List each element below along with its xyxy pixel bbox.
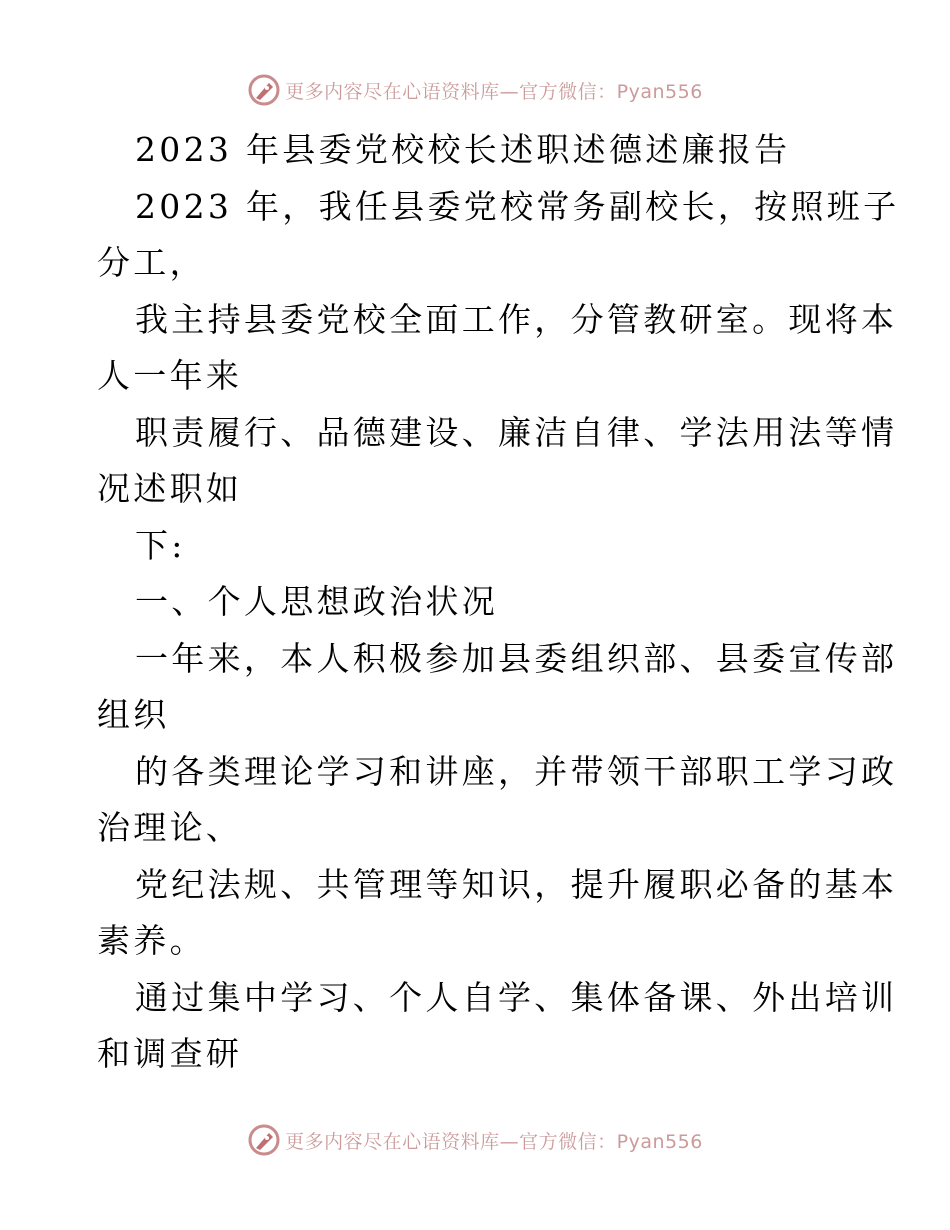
text-line: 人一年来: [97, 356, 243, 395]
pen-nib-seal-icon: [247, 73, 281, 107]
text-line: 2023 年县委党校校长述职述德述廉报告: [135, 130, 791, 169]
text-line: 的各类理论学习和讲座，并带领干部职工学习政: [135, 751, 898, 791]
text-line: 通过集中学习、个人自学、集体备课、外出培训: [135, 977, 898, 1017]
text-line: 分工，: [97, 243, 206, 282]
text-line: 党纪法规、共管理等知识，提升履职必备的基本: [135, 864, 898, 904]
text-line: 一、个人思想政治状况: [135, 582, 498, 621]
text-line: 2023 年，我任县委党校常务副校长，按照班子: [135, 186, 900, 226]
document-body: [97, 122, 900, 1083]
text-line: 况述职如: [97, 469, 243, 508]
text-line: 和调查研: [97, 1034, 243, 1073]
text-line: 下:: [135, 525, 186, 565]
text-line: 素养。: [97, 921, 206, 960]
text-line: 一年来，本人积极参加县委组织部、县委宣传部: [135, 638, 898, 678]
text-line: 治理论、: [97, 808, 243, 847]
watermark-text: 更多内容尽在心语资料库—官方微信：Pyan556: [285, 80, 703, 103]
watermark-footer: [0, 1120, 950, 1160]
text-line: 我主持县委党校全面工作，分管教研室。现将本: [135, 299, 898, 339]
text-line: 职责履行、品德建设、廉洁自律、学法用法等情: [135, 412, 898, 452]
watermark-header: [0, 70, 950, 110]
pen-nib-seal-icon: [247, 1123, 281, 1157]
text-line: 组织: [97, 695, 170, 734]
watermark-text: 更多内容尽在心语资料库—官方微信：Pyan556: [285, 1130, 703, 1153]
